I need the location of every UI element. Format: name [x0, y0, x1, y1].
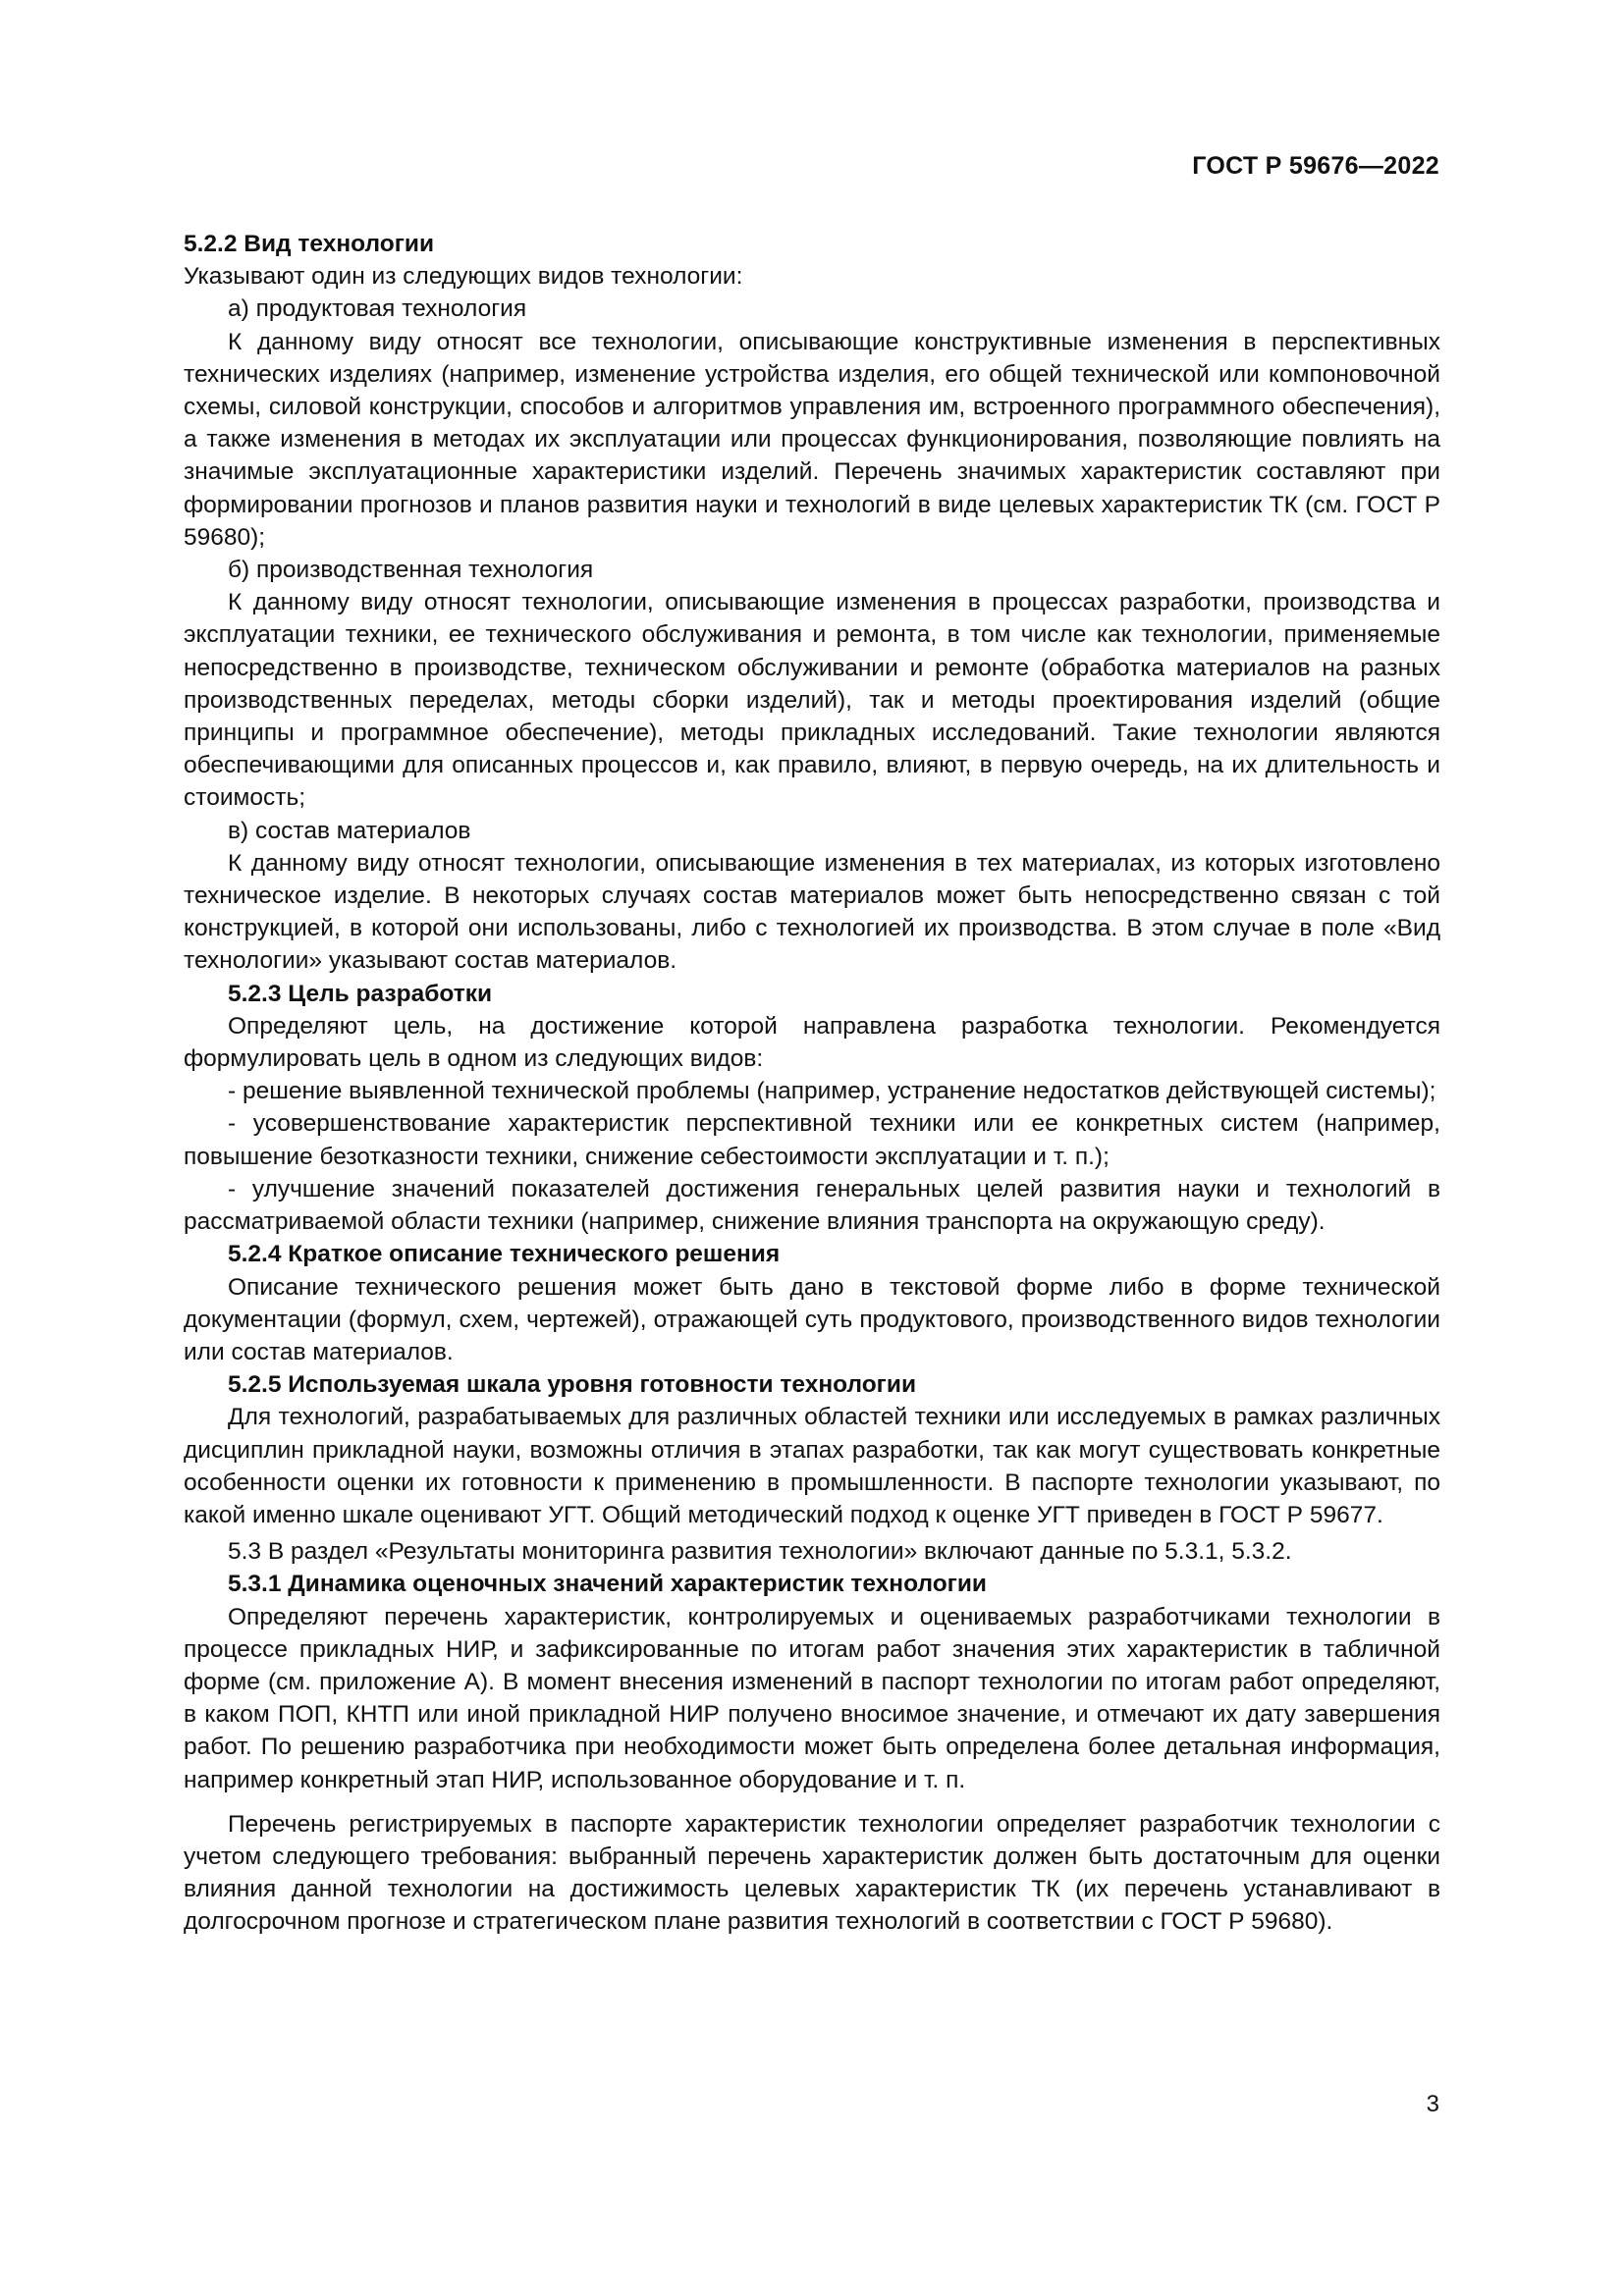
list-item: б) производственная технология	[228, 557, 594, 584]
section-heading: 5.2.4 Краткое описание технического решения	[228, 1241, 781, 1268]
paragraph: К данному виду относят технологии, описывающие изменения в тех материалах, из которых изготовлено техническое изделие. В некоторых случаях состав материалов может быть непосредственно связан с той конструкцией, в которой они использованы, либо с технологией их производства. В этом случае в поле «Вид технологии» указывают состав материалов.	[184, 849, 1440, 975]
paragraph: Перечень регистрируемых в паспорте характеристик технологии определяет разработчик технологии с учетом следующего требования: выбранный перечень характеристик должен быть достаточным для оценки влияния данной технологии на достижимость целевых характеристик ТК (их перечень устанавливают в долгосрочном прогнозе и стратегическом плане развития технологий в соответствии с ГОСТ Р 59680).	[184, 1810, 1440, 1936]
paragraph: К данному виду относят все технологии, описывающие конструктивные изменения в перспективных технических изделиях (например, изменение устройства изделия, его общей технической или компоновочной схемы, силовой конструкции, способов и алгоритмов управления им, встроенного программного обеспечения), а также изменения в методах их эксплуатации или процессах функционирования, позволяющие повлиять на значимые эксплуатационные характеристики изделий. Перечень значимых характеристик составляют при формировании прогнозов и планов развития науки и технологий в виде целевых характеристик ТК (см. ГОСТ Р 59680);	[184, 328, 1440, 551]
list-item: - улучшение значений показателей достижения генеральных целей развития науки и технологий в рассматриваемой области техники (например, снижение влияния транспорта на окружающую среду).	[184, 1175, 1440, 1236]
page-number: 3	[1426, 2091, 1439, 2117]
standard-designation: ГОСТ Р 59676—2022	[1192, 152, 1439, 180]
paragraph: 5.3 В раздел «Результаты мониторинга развития технологии» включают данные по 5.3.1, 5.3.2.	[228, 1538, 1292, 1566]
paragraph: Для технологий, разрабатываемых для различных областей техники или исследуемых в рамках различных дисциплин прикладной науки, возможны отличия в этапах разработки, так как могут существовать конкретные особенности оценки их готовности к применению в промышленности. В паспорте технологии указывают, по какой именно шкале оценивают УГТ. Общий методический подход к оценке УГТ приведен в ГОСТ Р 59677.	[184, 1404, 1440, 1528]
list-item: а) продуктовая технология	[228, 295, 527, 323]
list-item: - решение выявленной технической проблемы (например, устранение недостатков действующей системы);	[228, 1078, 1436, 1105]
paragraph: Описание технического решения может быть дано в текстовой форме либо в форме технической документации (формул, схем, чертежей), отражающей суть продуктового, производственного видов технологии или состав материалов.	[184, 1273, 1440, 1365]
section-heading: 5.2.5 Используемая шкала уровня готовности технологии	[228, 1371, 917, 1399]
paragraph: Указывают один из следующих видов технологии:	[184, 263, 743, 291]
document-body	[184, 228, 1440, 1939]
list-item: - усовершенствование характеристик перспективной техники или ее конкретных систем (например, повышение безотказности техники, снижение себестоимости эксплуатации и т. п.);	[184, 1110, 1440, 1170]
section-heading: 5.2.3 Цель разработки	[228, 980, 493, 1007]
section-heading: 5.2.2 Вид технологии	[184, 231, 435, 257]
paragraph: Определяют цель, на достижение которой направлена разработка технологии. Рекомендуется формулировать цель в одном из следующих видов:	[184, 1012, 1440, 1073]
section-heading: 5.3.1 Динамика оценочных значений характеристик технологии	[228, 1571, 987, 1598]
list-item: в) состав материалов	[228, 817, 471, 844]
paragraph: Определяют перечень характеристик, контролируемых и оцениваемых разработчиками технологии в процессе прикладных НИР, и зафиксированные по итогам работ значения этих характеристик в табличной форме (см. приложение А). В момент внесения изменений в паспорт технологии по итогам работ определяют, в каком ПОП, КНТП или иной прикладной НИР получено вносимое значение, и отмечают их дату завершения работ. По решению разработчика при необходимости может быть определена более детальная информация, например конкретный этап НИР, использованное оборудование и т. п.	[184, 1603, 1440, 1793]
paragraph: К данному виду относят технологии, описывающие изменения в процессах разработки, производства и эксплуатации техники, ее технического обслуживания и ремонта, в том числе как технологии, применяемые непосредственно в производстве, техническом обслуживании и ремонте (обработка материалов на разных производственных переделах, методы сборки изделий), так и методы проектирования изделий (общие принципы и программное обеспечение), методы прикладных исследований. Такие технологии являются обеспечивающими для описанных процессов и, как правило, влияют, в первую очередь, на их длительность и стоимость;	[184, 589, 1440, 812]
